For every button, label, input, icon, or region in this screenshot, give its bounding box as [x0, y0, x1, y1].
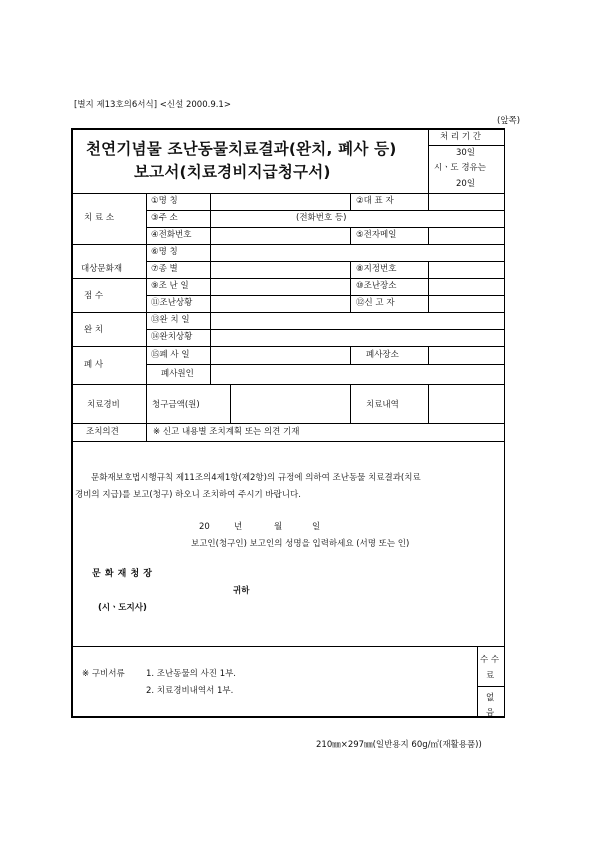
col-mid-4	[350, 346, 351, 364]
label-animal-name: ⑥명 칭	[151, 247, 178, 257]
label-recovery-situation: ⑭완치상황	[151, 332, 193, 342]
section-check: 점 수	[84, 291, 104, 301]
label-death-cause: 폐사원인	[161, 369, 194, 379]
body-text-line2: 경비의 지급)를 보고(청구) 하오니 조치하여 주시기 바랍니다.	[75, 490, 301, 500]
fee-label-2: 료	[486, 671, 495, 681]
col-right-3	[428, 261, 429, 312]
label-treatment-details: 치료내역	[366, 400, 399, 410]
date-year-prefix: 20	[199, 522, 210, 532]
fee-label-1: 수 수	[480, 655, 500, 665]
rule-193	[71, 193, 505, 194]
rule-295	[146, 295, 504, 296]
col-right-1	[428, 193, 429, 210]
rule-423	[71, 423, 505, 424]
label-recovery-date: ⑬완 치 일	[151, 315, 190, 325]
date-month-label: 월	[274, 522, 283, 532]
processing-days: 30일	[456, 148, 476, 158]
label-representative: ②대 표 자	[356, 196, 394, 206]
form-reference: [별지 제13호의6서식] <신설 2000.9.1>	[74, 100, 231, 110]
section-death: 폐 사	[84, 360, 104, 370]
section-treatment-cost: 치료경비	[87, 400, 120, 410]
col-mid-3	[350, 261, 351, 312]
label-distress-place: ⑩조난장소	[356, 281, 397, 291]
rule-278	[71, 278, 505, 279]
attachments-label: ※ 구비서류	[82, 669, 125, 679]
fee-none-2: 음	[486, 708, 495, 718]
section-target-heritage: 대상문화재	[81, 264, 123, 274]
col-label-divider	[146, 193, 147, 441]
label-clinic-name: ①명 칭	[151, 196, 178, 206]
label-email: ⑤전자메일	[356, 230, 397, 240]
attachment-item-2: 2. 치료경비내역서 1부.	[146, 686, 234, 696]
processing-divider	[428, 128, 429, 193]
col-cost-2	[350, 384, 351, 423]
rule-646	[71, 646, 505, 647]
form-title-line2: 보고서(치료경비지급청구서)	[134, 163, 331, 181]
label-address: ③주 소	[151, 213, 178, 223]
label-phone-note: (전화번호 등)	[296, 213, 347, 223]
body-text-line1: 문화재보호법시행규칙 제11조의4제1항(제2항)의 규정에 의하여 조난동물 치료결과(치료	[91, 473, 421, 483]
col-cost-1	[230, 384, 231, 423]
opinion-note: ※ 신고 내용별 조치계획 또는 의견 기재	[153, 427, 300, 437]
processing-rule	[428, 145, 504, 146]
col-fee	[477, 646, 478, 717]
fee-none-1: 없	[486, 693, 495, 703]
date-year-label: 년	[234, 522, 243, 532]
frame-bottom	[71, 716, 505, 718]
rule-384	[71, 384, 505, 385]
rule-227	[146, 227, 504, 228]
label-reporter: ⑫신 고 자	[356, 298, 395, 308]
col-mid-1	[350, 193, 351, 210]
col-right-4	[428, 346, 429, 364]
form-title-line1: 천연기념물 조난동물치료결과(완치, 폐사 등)	[86, 140, 397, 158]
rule-244	[71, 244, 505, 245]
label-claim-amount: 청구금액(원)	[152, 400, 200, 410]
label-death-date: ⑮폐 사 일	[151, 350, 190, 360]
label-phone: ④전화번호	[151, 230, 192, 240]
col-cost-3	[428, 384, 429, 423]
rule-364	[146, 364, 504, 365]
date-day-label: 일	[312, 522, 321, 532]
recipient-honorific: 귀하	[233, 586, 250, 596]
processing-period-label: 처 리 기 간	[440, 132, 481, 142]
rule-fee	[477, 686, 504, 687]
label-distress-situation: ⑪조난상황	[151, 298, 193, 308]
section-recovery: 완 치	[84, 325, 104, 335]
frame-top	[71, 128, 505, 130]
rule-312	[71, 312, 505, 313]
rule-441	[71, 441, 505, 442]
label-designation-no: ⑧지정번호	[356, 264, 397, 274]
label-species: ⑦종 별	[151, 264, 178, 274]
processing-days-province: 20일	[456, 179, 476, 189]
col-mid-2	[350, 227, 351, 244]
section-action-opinion: 조치의견	[86, 427, 119, 437]
rule-346	[71, 346, 505, 347]
processing-via-province: 시ㆍ도 경유는	[434, 163, 486, 173]
col-field-divider	[210, 193, 211, 384]
attachment-item-1: 1. 조난동물의 사진 1부.	[146, 669, 237, 679]
label-death-place: 폐사장소	[366, 350, 399, 360]
recipient-sub: (시ㆍ도지사)	[98, 603, 147, 613]
rule-210	[146, 210, 504, 211]
section-clinic: 치 료 소	[84, 213, 115, 223]
reporter-signature-line: 보고인(청구인) 보고인의 성명을 입력하세요 (서명 또는 인)	[191, 539, 410, 549]
rule-329	[146, 329, 504, 330]
col-right-2	[428, 227, 429, 244]
paper-spec-footer: 210㎜×297㎜(일반용지 60g/㎡(재활용품))	[316, 740, 482, 750]
recipient-agency: 문 화 재 청 장	[92, 569, 153, 579]
label-distress-date: ⑨조 난 일	[151, 281, 189, 291]
rule-261	[146, 261, 504, 262]
page-side-label: (앞쪽)	[497, 116, 521, 126]
